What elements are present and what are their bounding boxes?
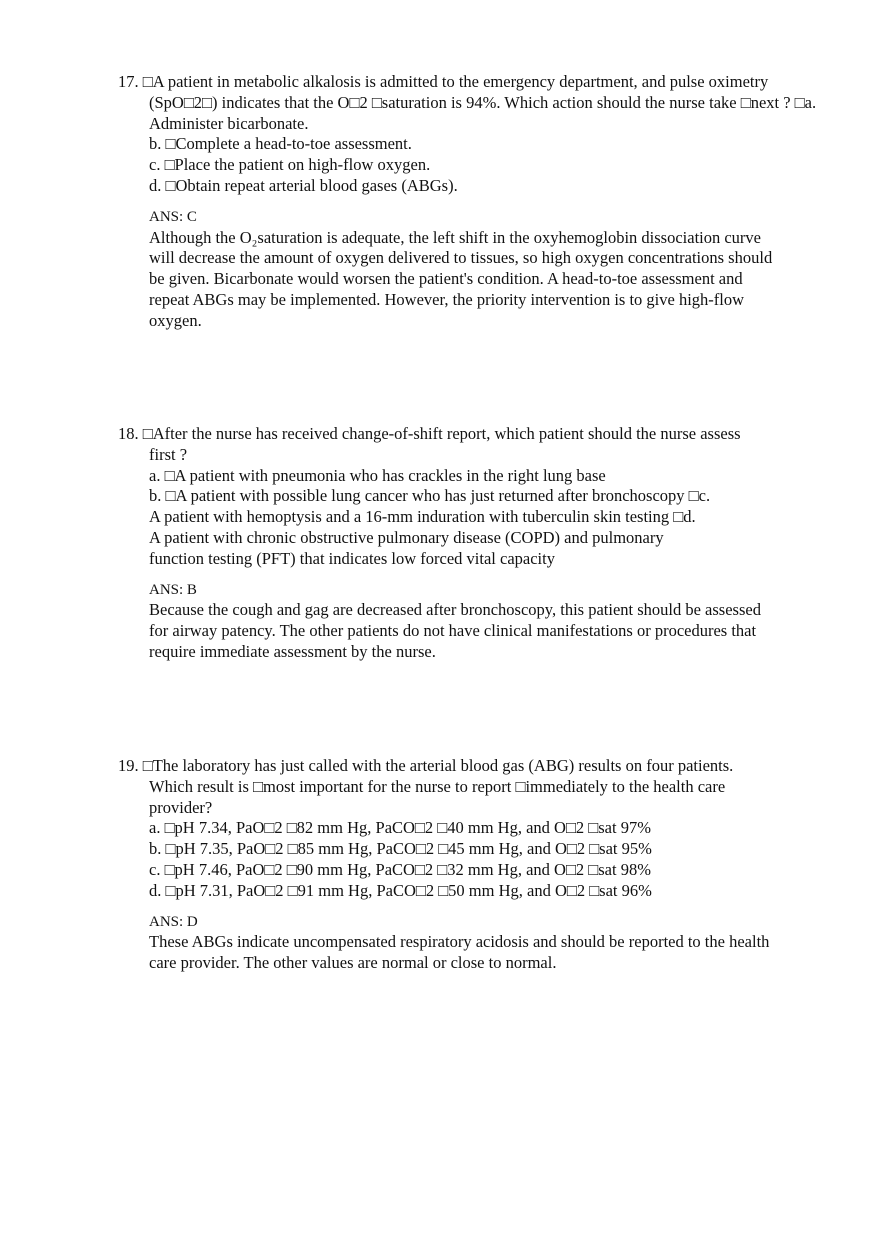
question-18-option-c: A patient with hemoptysis and a 16-mm induration with tuberculin skin testing □d.	[149, 507, 696, 527]
question-17-stem-line-1: 17. □A patient in metabolic alkalosis is admitted to the emergency department, and pulse oximetry	[118, 72, 769, 91]
question-19-rationale	[118, 932, 863, 974]
question-18-rationale-line: require immediate assessment by the nurse.	[149, 641, 436, 661]
question-19-option-d: d. □pH 7.31, PaO□2 □91 mm Hg, PaCO□2 □50 mm Hg, and O□2 □sat 96%	[149, 880, 652, 900]
question-19-option-b: b. □pH 7.35, PaO□2 □85 mm Hg, PaCO□2 □45 mm Hg, and O□2 □sat 95%	[149, 839, 652, 859]
question-19-answer: ANS: D	[149, 913, 198, 930]
question-17-answer: ANS: C	[149, 208, 197, 225]
question-19-rationale-line: care provider. The other values are normal or close to normal.	[149, 953, 557, 973]
question-19-stem-line-3: provider?	[149, 797, 213, 817]
question-18-option-d-cont: function testing (PFT) that indicates low forced vital capacity	[149, 548, 555, 568]
question-17-stem-line-2: (SpO□2□) indicates that the O□2 □saturation is 94%. Which action should the nurse take □next ? □a.	[149, 92, 817, 112]
question-18-rationale-line: Because the cough and gag are decreased after bronchoscopy, this patient should be assessed	[149, 600, 761, 620]
question-18-stem-line-2: first ?	[149, 444, 188, 464]
question-19-option-c: c. □pH 7.46, PaO□2 □90 mm Hg, PaCO□2 □32 mm Hg, and O□2 □sat 98%	[149, 859, 651, 879]
question-19-stem-line-1: 19. □The laboratory has just called with the arterial blood gas (ABG) results on four patients.	[118, 756, 734, 775]
question-18-option-a: a. □A patient with pneumonia who has crackles in the right lung base	[149, 465, 606, 485]
question-19-rationale-line: These ABGs indicate uncompensated respiratory acidosis and should be reported to the health	[149, 932, 770, 952]
question-17-option-c: c. □Place the patient on high-flow oxygen.	[149, 155, 431, 175]
question-18-option-d: A patient with chronic obstructive pulmonary disease (COPD) and pulmonary	[149, 527, 664, 547]
question-19-stem-line-2: Which result is □most important for the nurse to report □immediately to the health care	[149, 776, 726, 796]
question-17-rationale-line: be given. Bicarbonate would worsen the patient's condition. A head-to-toe assessment and	[149, 269, 743, 289]
question-17-option-b: b. □Complete a head-to-toe assessment.	[149, 134, 412, 154]
question-19-option-a: a. □pH 7.34, PaO□2 □82 mm Hg, PaCO□2 □40 mm Hg, and O□2 □sat 97%	[149, 818, 651, 838]
question-17-rationale-line: Although the O₂saturation is adequate, the left shift in the oxyhemoglobin dissociation curve	[149, 227, 761, 247]
question-17-rationale	[118, 228, 863, 332]
question-18-rationale	[118, 600, 863, 662]
question-18-option-b: b. □A patient with possible lung cancer who has just returned after bronchoscopy □c.	[149, 486, 711, 506]
question-17-option-a: Administer bicarbonate.	[149, 113, 309, 133]
question-18-answer: ANS: B	[149, 581, 197, 598]
question-18-rationale-line: for airway patency. The other patients do not have clinical manifestations or procedures that	[149, 621, 757, 641]
question-19	[118, 756, 863, 974]
question-17-rationale-line: will decrease the amount of oxygen delivered to tissues, so high oxygen concentrations should	[149, 248, 773, 268]
question-18	[118, 424, 863, 663]
question-17	[118, 72, 863, 332]
question-17-rationale-line: oxygen.	[149, 310, 202, 330]
question-17-option-d: d. □Obtain repeat arterial blood gases (ABGs).	[149, 175, 458, 195]
question-17-rationale-line: repeat ABGs may be implemented. However, the priority intervention is to give high-flow	[149, 289, 745, 309]
question-18-stem-line-1: 18. □After the nurse has received change-of-shift report, which patient should the nurse assess	[118, 424, 741, 443]
